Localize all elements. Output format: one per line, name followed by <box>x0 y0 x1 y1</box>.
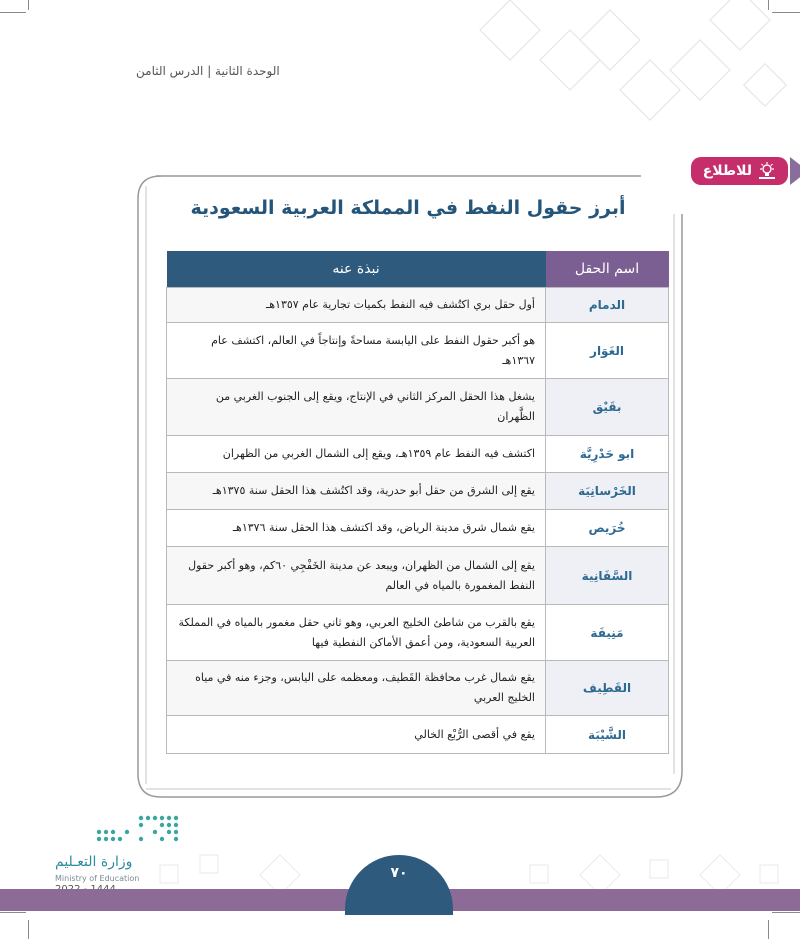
field-description: يقع إلى الشمال من الظهران، ويبعد عن مدينة الخَفْجِي ٦٠كم، وهو أكبر حقول النفط المغمورة بالمياه في العالم <box>167 547 546 605</box>
table-row <box>167 716 669 754</box>
unit-lesson-title: الوحدة الثانية | الدرس الثامن <box>136 64 280 78</box>
ministry-name-english: Ministry of Education <box>55 874 140 883</box>
field-name: الدمام <box>546 288 669 323</box>
oil-fields-table <box>166 251 669 754</box>
crop-mark <box>28 0 29 10</box>
field-description: يقع بالقرب من شاطئ الخليج العربي، وهو ثاني حقل مغمور بالمياه في المملكة العربية السعودية، ومن أعمق الأماكن النفطية فيها <box>167 605 546 661</box>
info-tab <box>678 155 800 189</box>
table-row <box>167 547 669 605</box>
field-name: الشَّيْبَة <box>546 716 669 754</box>
field-description: يقع شمال غرب محافظة القَطيف، ومعظمه على اليابس، وجزء منه في مياه الخليج العربي <box>167 661 546 716</box>
field-name: الغَوَار <box>546 323 669 379</box>
lightbulb-icon <box>758 162 776 180</box>
table-row <box>167 510 669 547</box>
table-row <box>167 661 669 716</box>
crop-mark <box>772 912 800 913</box>
ministry-name-arabic: وزارة التعـليم <box>55 854 133 870</box>
field-name: خُرَيص <box>546 510 669 547</box>
table-row <box>167 288 669 323</box>
table-row <box>167 436 669 473</box>
field-name: بقَيْق <box>546 379 669 436</box>
tab-arrow <box>790 157 800 185</box>
field-name: القَطِيف <box>546 661 669 716</box>
crop-mark <box>0 912 26 913</box>
field-description: أول حقل بري اكتُشف فيه النفط بكميات تجارية عام ١٣٥٧هـ <box>167 288 546 323</box>
table-header-row <box>167 251 669 288</box>
field-name: الخَرْسانِيَة <box>546 473 669 510</box>
field-description: يقع إلى الشرق من حقل أبو حدرية، وقد اكتُشف هذا الحقل سنة ١٣٧٥هـ <box>167 473 546 510</box>
field-description: هو أكبر حقول النفط على اليابسة مساحةً وإنتاجاً في العالم، اكتشف عام ١٣٦٧هـ <box>167 323 546 379</box>
table-row <box>167 323 669 379</box>
crop-mark <box>0 12 26 13</box>
box-title: أبرز حقول النفط في المملكة العربية السعودية <box>190 197 626 219</box>
decorative-pattern <box>440 0 800 150</box>
crop-mark <box>28 920 29 939</box>
info-tab-pill <box>691 157 788 185</box>
table-row <box>167 379 669 436</box>
ministry-logo-dots <box>95 812 185 846</box>
column-header-name: اسم الحقل <box>546 251 669 288</box>
field-name: مَنِيفَة <box>546 605 669 661</box>
table-row <box>167 473 669 510</box>
field-description: يشغل هذا الحقل المركز الثاني في الإنتاج، ويقع إلى الجنوب الغربي من الظَّهران <box>167 379 546 436</box>
field-description: يقع في أقصى الرُّبْع الخالي <box>167 716 546 754</box>
crop-mark <box>768 920 769 939</box>
field-name: ابو حَدْرِيَّة <box>546 436 669 473</box>
field-description: يقع شمال شرق مدينة الرياض، وقد اكتشف هذا الحقل سنة ١٣٧٦هـ <box>167 510 546 547</box>
info-tab-label: للاطلاع <box>702 163 752 179</box>
decorative-pattern-bottom <box>140 835 800 895</box>
page-number: ٧٠ <box>390 865 408 881</box>
field-name: السَّفَانِية <box>546 547 669 605</box>
column-header-description: نبذة عنه <box>167 251 546 288</box>
table-row <box>167 605 669 661</box>
field-description: اكتشف فيه النفط عام ١٣٥٩هـ، ويقع إلى الشمال الغربي من الظهران <box>167 436 546 473</box>
